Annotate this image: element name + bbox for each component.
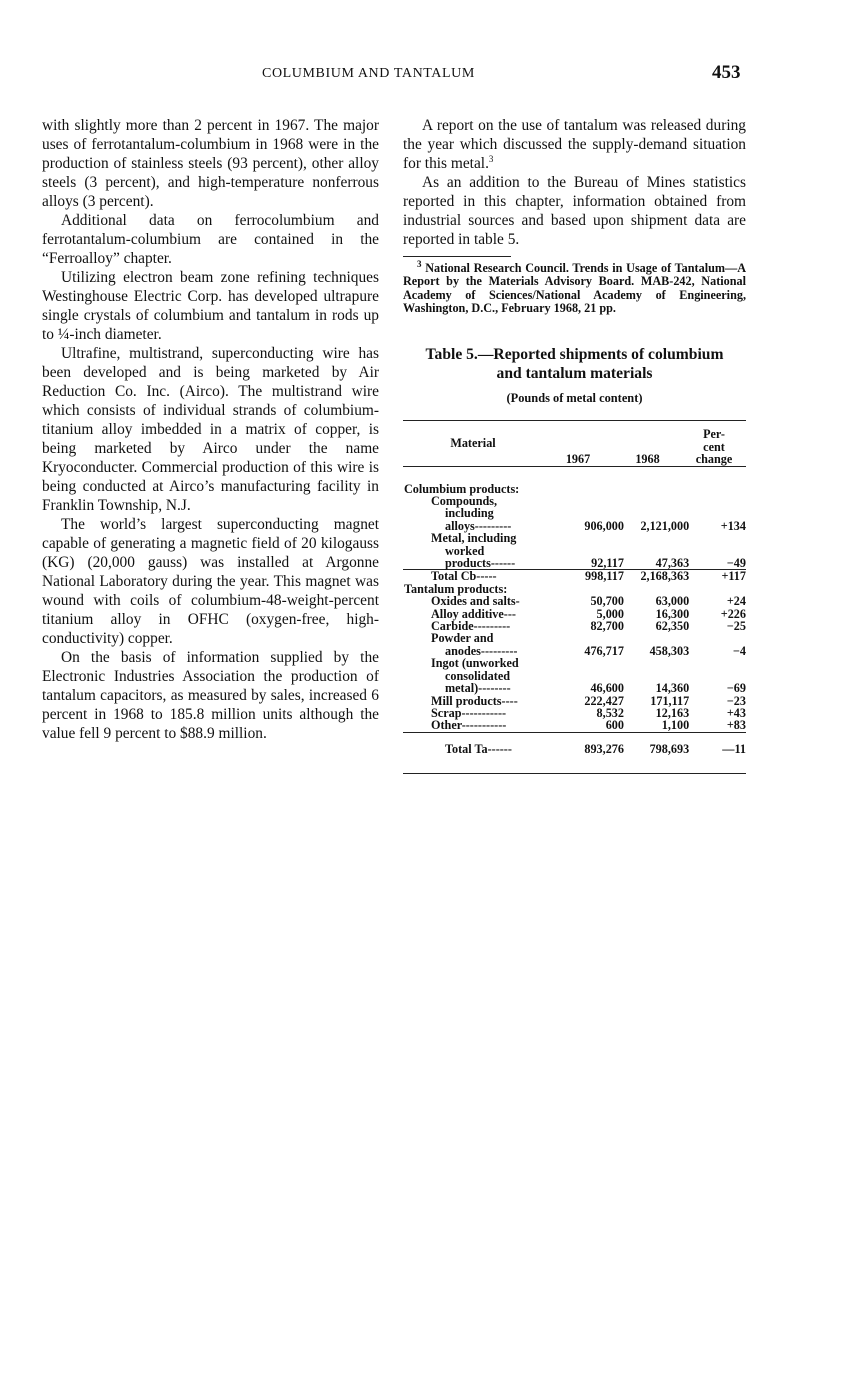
row-label: Mill products---- (431, 693, 518, 708)
header-material: Material (450, 436, 496, 451)
label-line: Compounds, (431, 494, 498, 508)
cell-pct: −49 (726, 556, 746, 571)
label-text: Total Cb (431, 569, 477, 584)
cell-pct: —11 (689, 732, 746, 755)
cell-1968: 62,350 (655, 619, 690, 634)
running-head-title: COLUMBIUM AND TANTALUM (262, 66, 475, 81)
row-label: Other----------- (431, 718, 507, 733)
label-text: products (445, 556, 491, 571)
label-text: anodes (445, 643, 481, 658)
header-line: cent (703, 439, 725, 454)
footnote (403, 258, 747, 315)
cell-1967: 92,117 (591, 556, 624, 571)
cell-1968: 458,303 (649, 643, 690, 658)
header-percent-change (682, 421, 746, 465)
right-column (403, 116, 746, 774)
cell-1967: 893,276 (560, 732, 624, 755)
cell-1967: 600 (605, 718, 624, 733)
row-label (403, 657, 560, 694)
cell-1968: 63,000 (655, 594, 690, 609)
cell-pct: −25 (726, 619, 746, 634)
label-text: Alloy additive (431, 606, 504, 621)
label-line: including (445, 506, 494, 521)
table-bottom-rule (403, 773, 746, 774)
cell-1968: 47,363 (655, 556, 690, 571)
cell-1968: 2,168,363 (624, 570, 689, 583)
cell-1967: 5,000 (596, 606, 624, 621)
table-row (403, 495, 746, 532)
label-line: Metal, including (431, 531, 517, 546)
row-label: Oxides and salts- (431, 594, 520, 609)
label-text: Scrap (431, 705, 462, 720)
cell-1967: 8,532 (596, 705, 624, 720)
cell-1967: 998,117 (560, 570, 624, 583)
header-1968: 1968 (635, 452, 660, 467)
label-line: consolidated (445, 668, 511, 683)
cell-1967: 50,700 (590, 594, 624, 609)
table-row-total (403, 570, 746, 583)
table-row-total (403, 732, 746, 755)
row-label: Alloy additive--- (431, 606, 516, 621)
cell-1968: 798,693 (624, 732, 689, 755)
cell-1968: 2,121,000 (640, 518, 690, 533)
label-line: products------ (445, 556, 516, 571)
paragraph-text: A report on the use of tantalum was released during the year which discussed the supply-demand situation for this metal. (403, 117, 746, 172)
cell-1968: 14,360 (655, 681, 690, 696)
label-text: Total Ta (445, 741, 488, 756)
row-label (403, 632, 560, 657)
table-header-row (403, 421, 746, 465)
label-line: anodes--------- (445, 643, 518, 658)
cell-1968: 1,100 (661, 718, 690, 733)
table-title (403, 345, 746, 383)
row-label: Carbide--------- (431, 619, 511, 634)
cell-pct: +226 (720, 606, 746, 621)
paragraph: Ultrafine, multistrand, superconducting wire has been developed and is being marketed by Air Reduction Co. Inc. (Airco). The multistrand wire which consists of individual strands of columbium-titanium alloy imbedded in a matrix of copper, is being marketed by Airco under the name Kryoconducter. Commercial production of this wire is being conducted at Airco’s manufacturing facility in Franklin Township, N.J. (42, 345, 379, 514)
label-line: worked (445, 543, 485, 558)
page-number: 453 (712, 62, 741, 83)
label-line: metal)-------- (445, 681, 511, 696)
cell-pct: −4 (732, 643, 746, 658)
row-label (403, 495, 560, 532)
paragraph (403, 116, 746, 173)
paragraph: with slightly more than 2 percent in 1967. The major uses of ferrotantalum-columbium in 1968 were in the production of stainless steels (93 percent), other alloy steels (3 percent), and high-temperature nonferrous alloys (3 percent). (42, 117, 379, 210)
row-label (403, 532, 560, 570)
footnote-reference: 3 (488, 153, 494, 164)
footnote-rule (403, 256, 511, 257)
label-line: Ingot (unworked (431, 656, 519, 671)
cell-1967: 82,700 (590, 619, 624, 634)
footnote-text: National Research Council. Trends in Usage of Tantalum—A Report by the Materials Advisory Board. MAB-242, National Academy of Sciences/National Academy of Engineering, Washington, D.C., February 1968, 21 pp. (403, 261, 747, 315)
label-line: alloys--------- (445, 518, 512, 533)
row-label: Total Ta------ (403, 732, 560, 755)
header-1967: 1967 (565, 452, 591, 467)
cell-1967: 906,000 (584, 518, 624, 533)
cell-pct: +43 (726, 705, 746, 720)
cell-pct: −23 (726, 693, 746, 708)
cell-1967: 46,600 (590, 681, 624, 696)
shipments-table (403, 421, 746, 465)
paragraph: Additional data on ferrocolumbium and ferrotantalum-columbium are contained in the “Ferroalloy” chapter. (42, 212, 379, 267)
section-heading: Tantalum products: (404, 581, 508, 596)
table-row (403, 657, 746, 694)
footnote-mark: 3 (417, 258, 422, 269)
label-text: Oxides and salts (431, 594, 516, 609)
cell-pct: +24 (726, 594, 746, 609)
header-line: change (695, 452, 733, 467)
cell-1967: 476,717 (584, 643, 624, 658)
section-heading: Columbium products: (404, 481, 520, 496)
table-row (403, 532, 746, 570)
paragraph: Utilizing electron beam zone refining techniques Westinghouse Electric Corp. has developed ultrapure single crystals of columbium and tantalum in rods up to ¼-inch diameter. (42, 269, 379, 343)
cell-1968: 171,117 (650, 693, 690, 708)
table-title-line: and tantalum materials (496, 365, 653, 383)
shipments-table-body (403, 483, 746, 756)
header-line: Per- (703, 427, 725, 442)
paragraph: The world’s largest superconducting magnet capable of generating a magnetic field of 20 kilogauss (KG) (20,000 gauss) was installed at Argonne National Laboratory during the year. This magnet was wound with coils of columbium-48-weight-percent titanium alloy in OFHC (oxygen-free, high-conductivity) copper. (42, 516, 379, 647)
label-text: alloys (445, 518, 475, 533)
label-text: Other (431, 718, 462, 733)
paragraph: On the basis of information supplied by the Electronic Industries Association the production of tantalum capacitors, as measured by sales, increased 6 percent in 1968 to 185.8 million units although the value fell 9 percent to $88.9 million. (42, 649, 379, 742)
row-label: Total Cb----- (403, 570, 560, 583)
cell-pct: −69 (726, 681, 746, 696)
table-title-line: Table 5.—Reported shipments of columbium (425, 346, 724, 364)
cell-1967: 222,427 (584, 693, 624, 708)
left-column (42, 116, 379, 743)
label-text: metal) (445, 681, 479, 696)
cell-pct: +117 (689, 570, 746, 583)
paragraph: As an addition to the Bureau of Mines statistics reported in this chapter, information obtained from industrial sources and based upon shipment data are reported in table 5. (403, 174, 746, 248)
label-text: Mill products (431, 693, 502, 708)
table-row (403, 632, 746, 657)
table-subtitle: (Pounds of metal content) (506, 391, 643, 406)
table-row (403, 719, 746, 732)
label-text: Carbide (431, 619, 474, 634)
cell-pct: +134 (720, 518, 746, 533)
label-line: Powder and (431, 631, 494, 646)
cell-pct: +83 (726, 718, 746, 733)
cell-1968: 16,300 (655, 606, 690, 621)
cell-1968: 12,163 (655, 705, 690, 720)
row-label: Scrap----------- (431, 705, 507, 720)
